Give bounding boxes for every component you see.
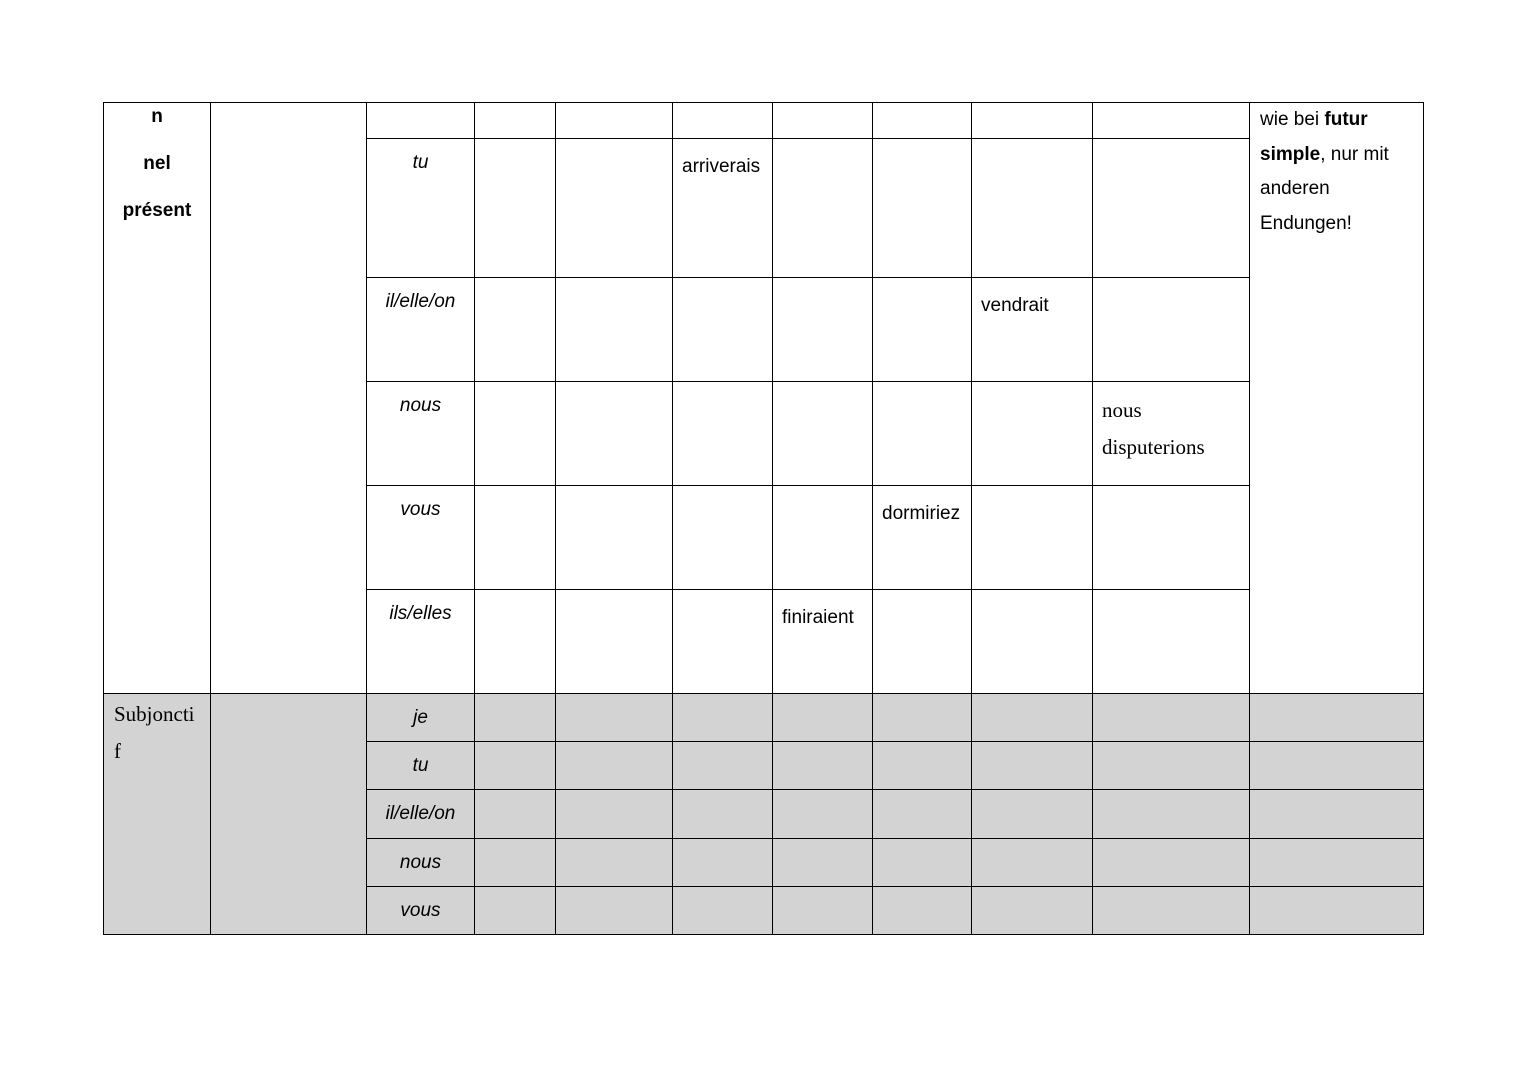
table-cell xyxy=(556,590,673,694)
table-cell xyxy=(873,382,972,486)
table-cell xyxy=(972,742,1093,790)
pronoun-cell: vous xyxy=(367,887,475,935)
pronoun-cell: nous xyxy=(367,382,475,486)
table-cell xyxy=(773,887,873,935)
table-cell xyxy=(873,139,972,278)
table-cell xyxy=(773,382,873,486)
table-cell xyxy=(773,790,873,839)
table-cell xyxy=(1250,887,1424,935)
table-cell xyxy=(972,790,1093,839)
pronoun-cell: nous xyxy=(367,839,475,887)
table-cell xyxy=(972,590,1093,694)
table-cell xyxy=(873,590,972,694)
table-cell xyxy=(972,839,1093,887)
table-cell xyxy=(673,486,773,590)
table-row xyxy=(104,103,1424,139)
mode-label-line: nel xyxy=(143,153,171,174)
table-cell xyxy=(475,694,556,742)
table-cell xyxy=(873,694,972,742)
table-cell: dormiriez xyxy=(873,486,972,590)
mode-cell-subjonctif xyxy=(104,694,211,935)
table-cell xyxy=(475,103,556,139)
table-cell xyxy=(673,742,773,790)
table-cell: nous disputerions xyxy=(1093,382,1250,486)
table-cell xyxy=(673,382,773,486)
table-cell xyxy=(475,486,556,590)
table-cell xyxy=(475,278,556,382)
table-cell xyxy=(556,139,673,278)
mode-label-line: présent xyxy=(122,200,192,221)
pronoun-cell xyxy=(367,103,475,139)
table-cell xyxy=(873,278,972,382)
table-cell xyxy=(773,278,873,382)
table-cell xyxy=(556,887,673,935)
table-cell xyxy=(475,790,556,839)
table-cell xyxy=(1250,839,1424,887)
table-cell xyxy=(673,790,773,839)
table-cell xyxy=(556,382,673,486)
table-cell xyxy=(1093,103,1250,139)
table-cell xyxy=(475,742,556,790)
table-cell xyxy=(1093,486,1250,590)
conjugation-table xyxy=(103,102,1424,935)
table-cell: arriverais xyxy=(673,139,773,278)
table-cell xyxy=(673,887,773,935)
table-cell xyxy=(972,887,1093,935)
pronoun-cell: il/elle/on xyxy=(367,790,475,839)
pronoun-cell: il/elle/on xyxy=(367,278,475,382)
blank-cell xyxy=(211,694,367,935)
table-cell xyxy=(556,103,673,139)
table-cell xyxy=(972,103,1093,139)
table-cell xyxy=(475,139,556,278)
table-cell xyxy=(1093,887,1250,935)
table-cell: finiraient xyxy=(773,590,873,694)
table-cell xyxy=(773,694,873,742)
mode-cell-conditionnel xyxy=(104,103,211,694)
table-cell xyxy=(673,278,773,382)
pronoun-cell: tu xyxy=(367,139,475,278)
table-cell xyxy=(873,839,972,887)
note-text: wie bei futur simple, nur mit anderen Endungen! xyxy=(1260,109,1389,234)
table-cell xyxy=(1093,278,1250,382)
table-cell xyxy=(773,486,873,590)
table-cell xyxy=(972,382,1093,486)
pronoun-cell: vous xyxy=(367,486,475,590)
mode-label-line: n xyxy=(151,106,163,127)
table-cell xyxy=(873,887,972,935)
table-cell xyxy=(475,590,556,694)
table-cell xyxy=(556,742,673,790)
table-cell xyxy=(475,887,556,935)
table-cell xyxy=(873,790,972,839)
table-cell xyxy=(556,790,673,839)
table-cell xyxy=(475,839,556,887)
table-cell xyxy=(1250,790,1424,839)
table-cell xyxy=(556,278,673,382)
table-cell xyxy=(673,839,773,887)
table-cell xyxy=(673,103,773,139)
table-cell xyxy=(773,742,873,790)
table-cell xyxy=(556,694,673,742)
blank-cell xyxy=(211,103,367,694)
table-cell xyxy=(972,486,1093,590)
table-cell xyxy=(1093,139,1250,278)
table-cell xyxy=(1093,790,1250,839)
table-cell xyxy=(972,139,1093,278)
table-cell xyxy=(773,139,873,278)
table-cell xyxy=(556,486,673,590)
table-cell xyxy=(475,382,556,486)
table-cell xyxy=(873,103,972,139)
table-cell xyxy=(1250,694,1424,742)
table-cell: vendrait xyxy=(972,278,1093,382)
table-row xyxy=(104,694,1424,742)
table-cell xyxy=(773,839,873,887)
table-cell xyxy=(972,694,1093,742)
note-cell xyxy=(1250,103,1424,694)
table-cell xyxy=(556,839,673,887)
table-cell xyxy=(773,103,873,139)
table-cell xyxy=(673,590,773,694)
table-cell xyxy=(1250,742,1424,790)
table-cell xyxy=(1093,694,1250,742)
mode-label: Subjonctif xyxy=(114,702,195,763)
pronoun-cell: ils/elles xyxy=(367,590,475,694)
table-cell xyxy=(873,742,972,790)
pronoun-cell: je xyxy=(367,694,475,742)
table-cell xyxy=(1093,742,1250,790)
table-cell xyxy=(1093,839,1250,887)
pronoun-cell: tu xyxy=(367,742,475,790)
table-cell xyxy=(673,694,773,742)
table-cell xyxy=(1093,590,1250,694)
